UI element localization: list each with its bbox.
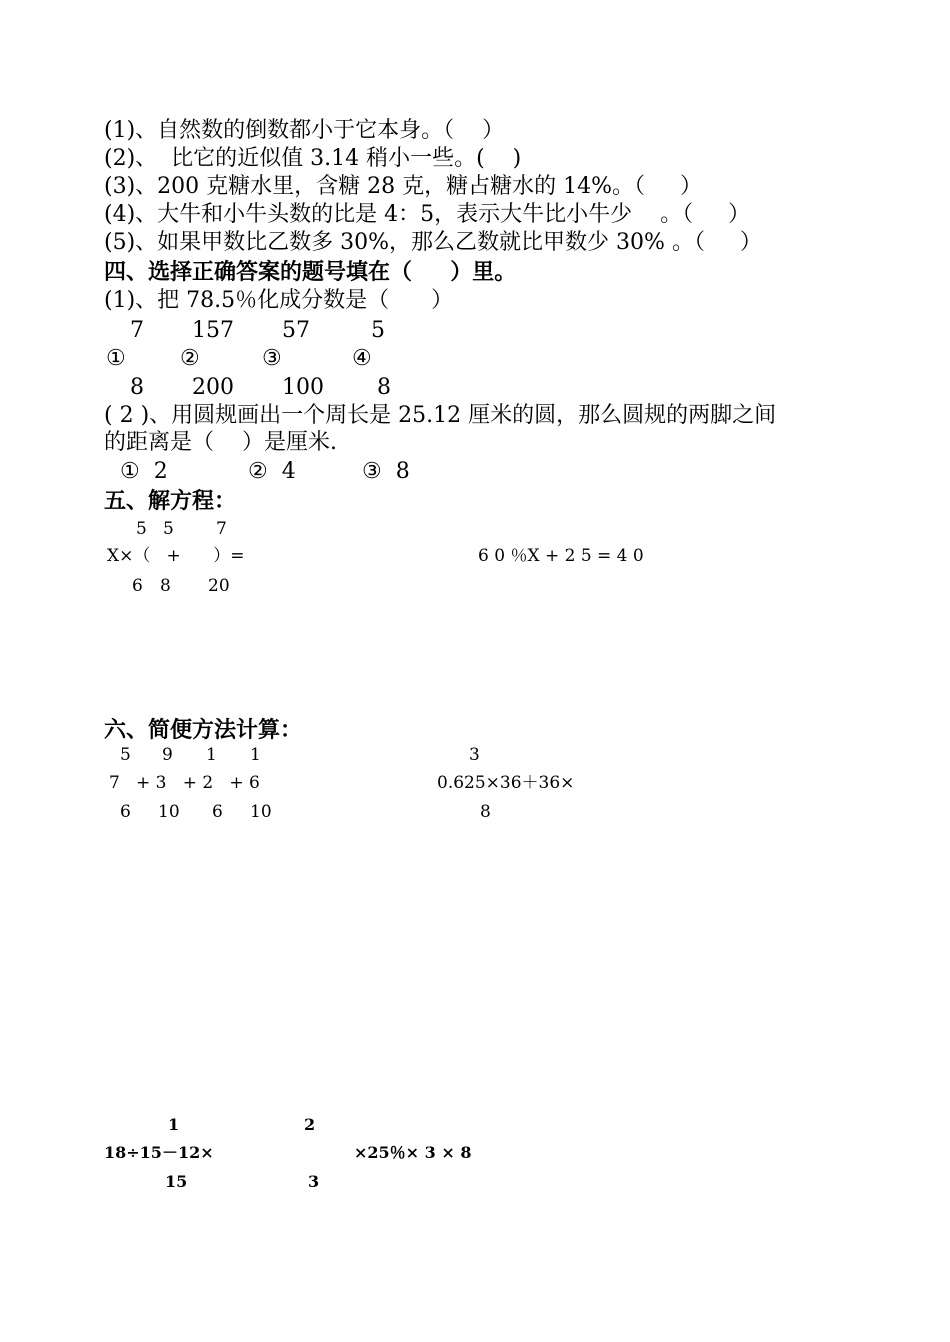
q2-option-2: ② 4 (248, 459, 296, 484)
eq1-denominator-1: 6 (132, 576, 143, 596)
q1-denominator-3: 100 (282, 375, 324, 400)
calc-4: ×25％× 3 × 8 (354, 1143, 472, 1162)
q1-option-4: ④ (352, 346, 372, 371)
eq1-denominator-3: 20 (208, 576, 230, 596)
calc3-denominator: 15 (165, 1172, 188, 1191)
calc-1: 7 + 3 + 2 + 6 (109, 773, 260, 793)
equation-1: X×（ + ）= (107, 546, 245, 566)
q1-denominator-1: 8 (130, 375, 144, 400)
section4-q1: (1)、把 78.5％化成分数是（ ） (104, 288, 454, 313)
section5-title: 五、解方程： (104, 488, 237, 514)
calc1-denominator-4: 10 (250, 802, 272, 822)
eq1-numerator-1: 5 (136, 519, 147, 539)
q2-option-3: ③ 8 (362, 459, 410, 484)
q1-option-1: ① (106, 346, 126, 371)
calc1-numerator-1: 5 (120, 745, 131, 765)
judgement-3: (3)、200 克糖水里，含糖 28 克，糖占糖水的 14%。（ ） (104, 174, 702, 199)
calc2-numerator: 3 (469, 745, 480, 765)
eq1-numerator-3: 7 (216, 519, 227, 539)
calc1-numerator-4: 1 (250, 745, 261, 765)
calc1-numerator-3: 1 (206, 745, 217, 765)
section6-title: 六、简便方法计算： (104, 717, 303, 743)
q2-option-1: ① 2 (120, 459, 168, 484)
section4-q2-line1: ( 2 )、用圆规画出一个周长是 25.12 厘米的圆，那么圆规的两脚之间 (104, 403, 777, 428)
calc1-denominator-2: 10 (158, 802, 180, 822)
calc1-numerator-2: 9 (162, 745, 173, 765)
section4-title: 四、选择正确答案的题号填在（ ）里。 (104, 259, 517, 285)
calc4-numerator: 2 (304, 1115, 316, 1134)
eq1-denominator-2: 8 (160, 576, 171, 596)
q1-option-3: ③ (262, 346, 282, 371)
q1-numerator-1: 7 (130, 318, 144, 343)
judgement-4: (4)、大牛和小牛头数的比是 4：5，表示大牛比小牛少 。（ ） (104, 202, 751, 227)
q1-numerator-4: 5 (371, 318, 385, 343)
section4-q2-line2: 的距离是（ ）是厘米. (104, 430, 337, 455)
judgement-5: (5)、如果甲数比乙数多 30%，那么乙数就比甲数少 30% 。（ ） (104, 230, 762, 255)
q1-denominator-2: 200 (192, 375, 234, 400)
calc1-denominator-1: 6 (120, 802, 131, 822)
calc-3: 18÷15－12× (104, 1143, 214, 1162)
equation-2: 6 0 ％X + 2 5 = 4 0 (478, 546, 644, 566)
calc-2: 0.625×36＋36× (437, 773, 575, 793)
calc2-denominator: 8 (480, 802, 491, 822)
q1-denominator-4: 8 (377, 375, 391, 400)
q1-option-2: ② (180, 346, 200, 371)
q1-numerator-2: 157 (192, 318, 234, 343)
calc3-numerator: 1 (168, 1115, 180, 1134)
judgement-1: (1)、自然数的倒数都小于它本身。（ ） (104, 118, 505, 143)
judgement-2: (2)、 比它的近似值 3.14 稍小一些。( ) (104, 146, 522, 171)
calc4-denominator: 3 (308, 1172, 320, 1191)
q1-numerator-3: 57 (282, 318, 310, 343)
calc1-denominator-3: 6 (212, 802, 223, 822)
eq1-numerator-2: 5 (163, 519, 174, 539)
